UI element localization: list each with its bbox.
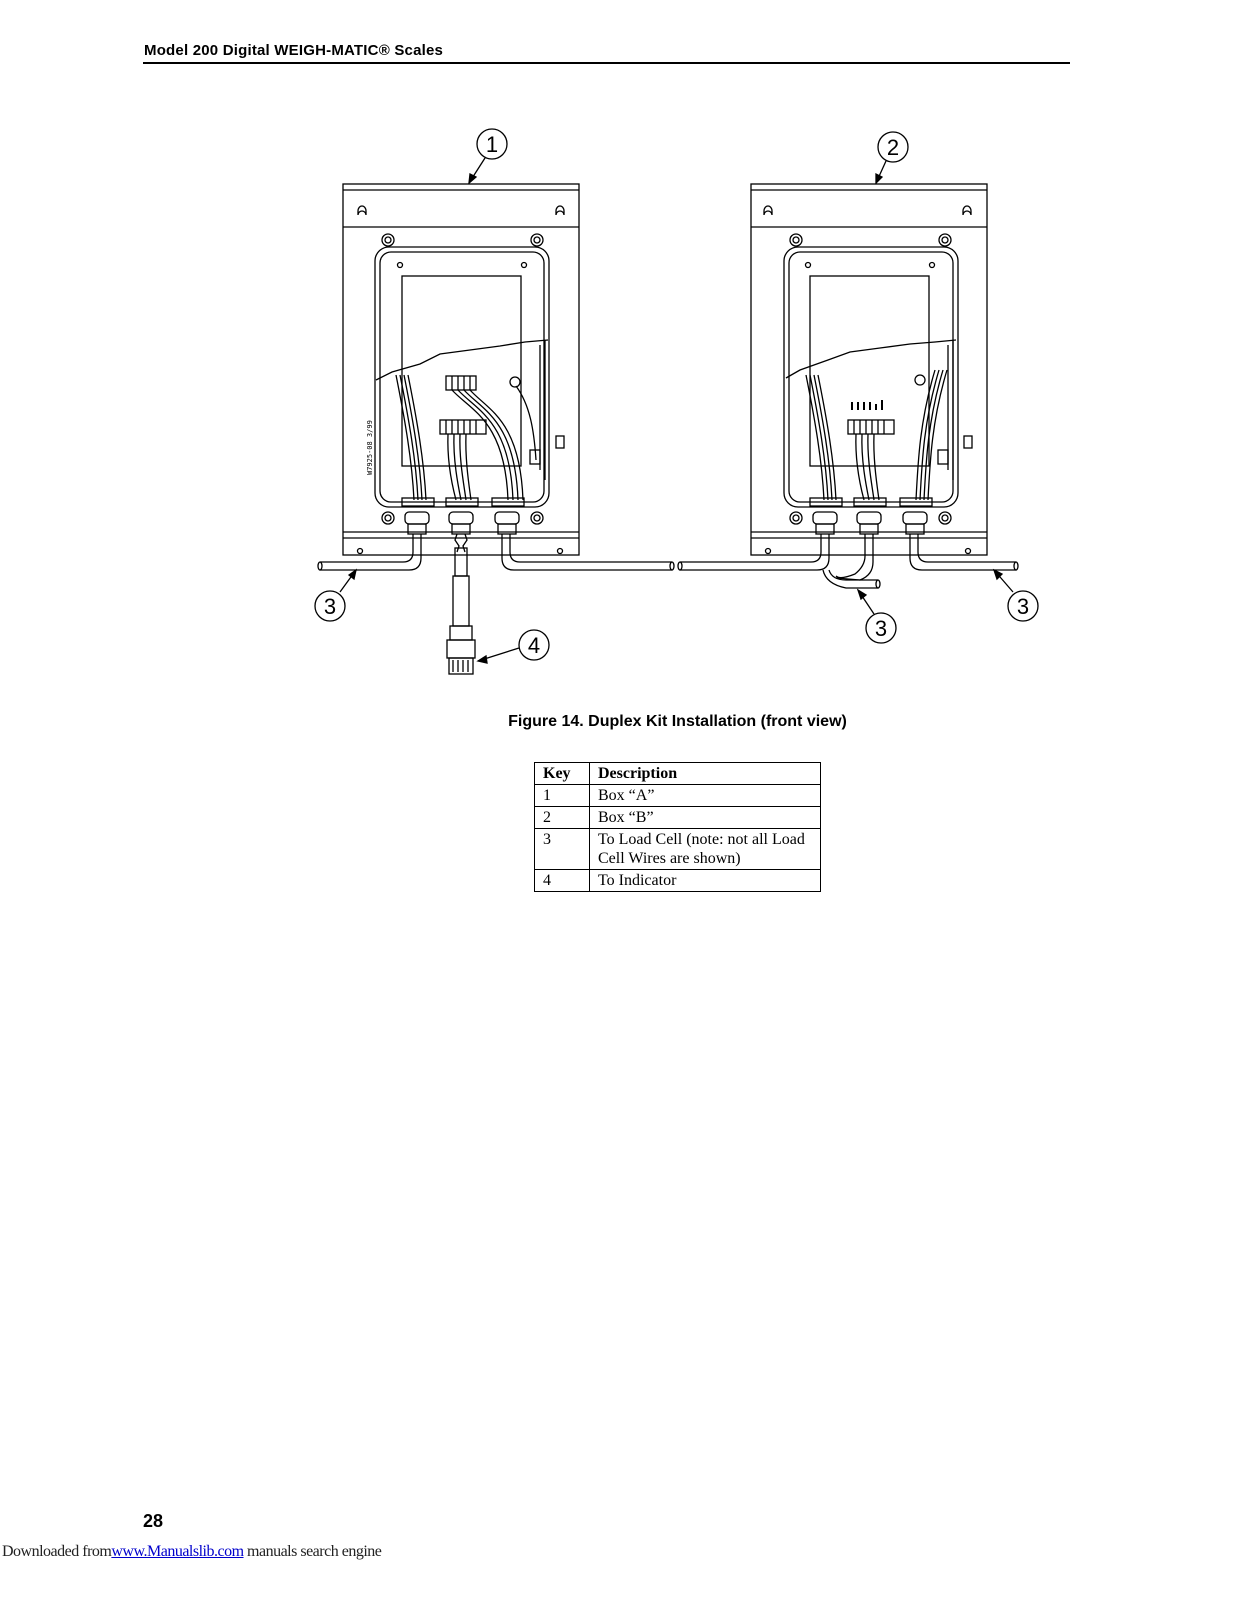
- description-cell: Box “A”: [590, 785, 821, 807]
- table-row: [535, 785, 821, 807]
- description-cell: To Indicator: [590, 870, 821, 892]
- svg-text:2: 2: [886, 135, 900, 160]
- svg-text:3: 3: [874, 616, 888, 641]
- callout-1: [469, 129, 507, 183]
- key-cell: 2: [535, 807, 590, 829]
- callout-2: [876, 132, 908, 183]
- key-cell: 3: [535, 829, 590, 870]
- key-table-header-row: [535, 763, 821, 785]
- box-a-drawing: [318, 184, 674, 674]
- key-table: [534, 762, 821, 892]
- svg-text:3: 3: [323, 594, 337, 619]
- footer-prefix: Downloaded from: [2, 1543, 112, 1560]
- figure-caption: Figure 14. Duplex Kit Installation (front view): [508, 713, 847, 730]
- callout-4: [478, 630, 549, 663]
- header-rule: [143, 62, 1070, 64]
- box-b-drawing: [678, 184, 1018, 588]
- callout-3-left: [315, 570, 356, 621]
- svg-text:W7925-08 3/99: W7925-08 3/99: [366, 420, 374, 475]
- key-cell: 4: [535, 870, 590, 892]
- duplex-kit-drawing: [300, 120, 1060, 690]
- callout-3-right: [994, 570, 1038, 621]
- duplex-kit-figure: [300, 120, 1060, 690]
- description-cell: Box “B”: [590, 807, 821, 829]
- callout-3-middle: [858, 590, 896, 643]
- key-column-header: Key: [535, 763, 590, 785]
- table-row: [535, 807, 821, 829]
- svg-text:1: 1: [485, 132, 499, 157]
- page-number: 28: [143, 1511, 164, 1531]
- svg-text:3: 3: [1016, 594, 1030, 619]
- description-cell: To Load Cell (note: not all Load Cell Wires are shown): [590, 829, 821, 870]
- table-row: [535, 870, 821, 892]
- download-footer: [2, 1543, 381, 1561]
- table-row: [535, 829, 821, 870]
- key-cell: 1: [535, 785, 590, 807]
- manualslib-link[interactable]: www.Manualslib.com: [111, 1543, 244, 1560]
- svg-text:4: 4: [527, 633, 541, 658]
- footer-suffix: manuals search engine: [243, 1543, 382, 1560]
- description-column-header: Description: [590, 763, 821, 785]
- running-header: Model 200 Digital WEIGH-MATIC® Scales: [144, 42, 444, 59]
